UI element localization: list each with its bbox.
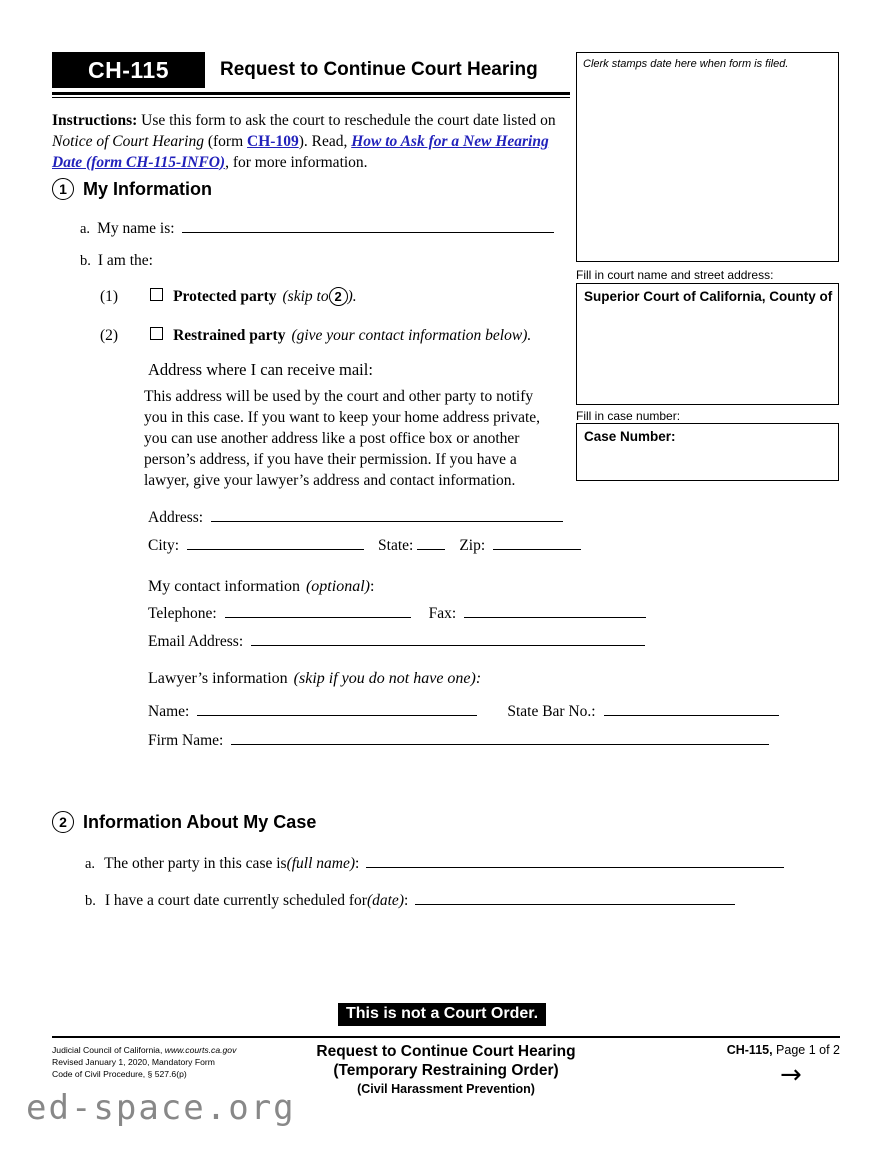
section-2-title: Information About My Case <box>83 811 317 832</box>
footer-council-text: Judicial Council of California, <box>52 1045 165 1055</box>
address-privacy-paragraph: This address will be used by the court and other party to notify you in this case. If you want to keep your home address private, you can use another address like a post office box or another person’s address, if you have their permission. If you have a lawyer, give your lawyer’s address and contact information. <box>144 388 541 490</box>
footer-page-number: Page 1 of 2 <box>772 1043 840 1057</box>
footer-form-number: CH-115, <box>726 1043 773 1057</box>
footer-page-info <box>672 1043 840 1057</box>
instructions-text-1: Use this form to ask the court to reschedule the court date listed on <box>137 112 556 129</box>
my-name-label: My name is: <box>97 220 175 237</box>
firm-name-label: Firm Name: <box>148 732 224 749</box>
contact-info-heading-optional: (optional) <box>305 578 370 595</box>
email-label: Email Address: <box>148 633 244 650</box>
row-court-date <box>85 889 735 910</box>
item-label-2b: b. <box>85 893 96 909</box>
lawyer-name-input[interactable] <box>197 700 477 716</box>
protected-party-label: Protected party <box>173 288 277 305</box>
state-input[interactable] <box>417 534 445 550</box>
footer-council-url: www.courts.ca.gov <box>164 1045 237 1055</box>
item-label-1b2: (2) <box>100 327 119 344</box>
lawyer-info-heading-note: (skip if you do not have one): <box>293 670 482 687</box>
other-party-label: The other party in this case is <box>104 855 287 872</box>
footer-form-title <box>246 1042 646 1097</box>
instructions-text-2: (form <box>203 132 248 150</box>
clerk-stamp-label: Clerk stamps date here when form is filed. <box>583 58 789 70</box>
row-firm-name <box>148 729 769 750</box>
i-am-the-label: I am the: <box>97 252 153 269</box>
my-name-input[interactable] <box>182 217 554 233</box>
court-date-hint: (date) <box>366 892 404 909</box>
restrained-party-note: (give your contact information below). <box>291 327 532 344</box>
form-header <box>52 52 570 98</box>
link-ch109[interactable]: CH-109 <box>247 132 299 150</box>
city-label: City: <box>148 537 180 554</box>
other-party-input[interactable] <box>366 852 784 868</box>
row-restrained-party <box>100 327 531 345</box>
footer-legal-line-1 <box>52 1044 236 1056</box>
case-box-caption: Fill in case number: <box>576 409 681 423</box>
lawyer-info-heading <box>148 670 481 688</box>
court-date-colon: : <box>403 892 409 909</box>
section-1-header <box>52 178 212 200</box>
row-my-name <box>80 217 554 238</box>
row-city-state-zip <box>148 534 581 555</box>
case-number-label: Case Number: <box>584 429 676 444</box>
section-1-number: 1 <box>52 178 74 200</box>
footer-title-line-1: Request to Continue Court Hearing <box>316 1043 576 1060</box>
instructions-text-4: , for more information. <box>225 153 368 171</box>
contact-info-heading-text: My contact information <box>148 578 300 595</box>
section-2-header <box>52 811 316 833</box>
skip-to-section-2-marker: 2 <box>329 287 348 306</box>
row-address <box>148 506 563 527</box>
firm-name-input[interactable] <box>231 729 769 745</box>
page-title: Request to Continue Court Hearing <box>220 59 538 80</box>
city-input[interactable] <box>187 534 364 550</box>
row-email <box>148 630 645 651</box>
instructions-text-3: ). Read, <box>298 132 352 150</box>
state-bar-label: State Bar No.: <box>507 703 596 720</box>
row-other-party <box>85 852 784 873</box>
state-label: State: <box>378 537 414 554</box>
form-header-row <box>52 52 570 88</box>
instructions-form-name: Notice of Court Hearing <box>52 132 204 150</box>
footer-title-line-3: (Civil Harassment Prevention) <box>357 1081 535 1096</box>
footer-legal-line-3: Code of Civil Procedure, § 527.6(p) <box>52 1069 187 1080</box>
court-date-input[interactable] <box>415 889 735 905</box>
row-lawyer-name <box>148 700 779 721</box>
court-box-caption: Fill in court name and street address: <box>576 268 774 282</box>
item-label-2a: a. <box>85 856 96 872</box>
instructions-block <box>52 111 564 173</box>
protected-party-note-post: ). <box>347 288 357 305</box>
lawyer-name-label: Name: <box>148 703 190 720</box>
header-divider <box>52 92 570 98</box>
section-2-number: 2 <box>52 811 74 833</box>
zip-input[interactable] <box>493 534 581 550</box>
fax-input[interactable] <box>464 602 646 618</box>
footer-legal-line-2: Revised January 1, 2020, Mandatory Form <box>52 1057 215 1068</box>
email-input[interactable] <box>251 630 645 646</box>
other-party-colon: : <box>355 855 360 872</box>
item-label-1b1: (1) <box>100 288 119 305</box>
clerk-stamp-box <box>576 52 839 262</box>
form-number-badge: CH-115 <box>52 52 205 88</box>
footer-title-line-2: (Temporary Restraining Order) <box>333 1062 559 1080</box>
telephone-input[interactable] <box>225 602 411 618</box>
court-name-label: Superior Court of California, County of <box>584 289 833 304</box>
row-i-am-the <box>80 252 153 270</box>
row-protected-party <box>100 287 357 306</box>
restrained-party-label: Restrained party <box>173 327 286 344</box>
address-heading: Address where I can receive mail: <box>148 360 373 379</box>
contact-info-heading <box>148 578 374 596</box>
checkbox-protected-party[interactable] <box>150 288 163 301</box>
fax-label: Fax: <box>428 605 457 622</box>
state-bar-input[interactable] <box>604 700 779 716</box>
telephone-label: Telephone: <box>148 605 217 622</box>
link-ch115-info[interactable]: How to Ask for a New Hearing Date (form CH-115-INFO) <box>52 132 549 171</box>
next-page-arrow-icon: → <box>780 1060 802 1090</box>
court-date-label: I have a court date currently scheduled for <box>104 892 367 909</box>
lawyer-info-heading-text: Lawyer’s information <box>148 670 288 687</box>
section-1-title: My Information <box>83 178 212 199</box>
court-name-box[interactable] <box>576 283 839 405</box>
other-party-hint: (full name) <box>286 855 356 872</box>
address-label: Address: <box>148 509 204 526</box>
instructions-label: Instructions: <box>52 112 138 129</box>
row-telephone-fax <box>148 602 646 623</box>
zip-label: Zip: <box>459 537 486 554</box>
checkbox-restrained-party[interactable] <box>150 327 163 340</box>
item-label-1b: b. <box>80 253 91 269</box>
case-number-box[interactable] <box>576 423 839 481</box>
address-input[interactable] <box>211 506 563 522</box>
protected-party-note-pre: (skip to <box>282 288 329 305</box>
item-label-1a: a. <box>80 221 91 237</box>
footer-divider <box>52 1036 840 1038</box>
contact-info-heading-colon: : <box>369 578 375 595</box>
not-a-court-order-banner: This is not a Court Order. <box>338 1003 546 1026</box>
footer-legal-citation <box>52 1044 236 1081</box>
site-watermark: ed-space.org <box>26 1088 296 1128</box>
